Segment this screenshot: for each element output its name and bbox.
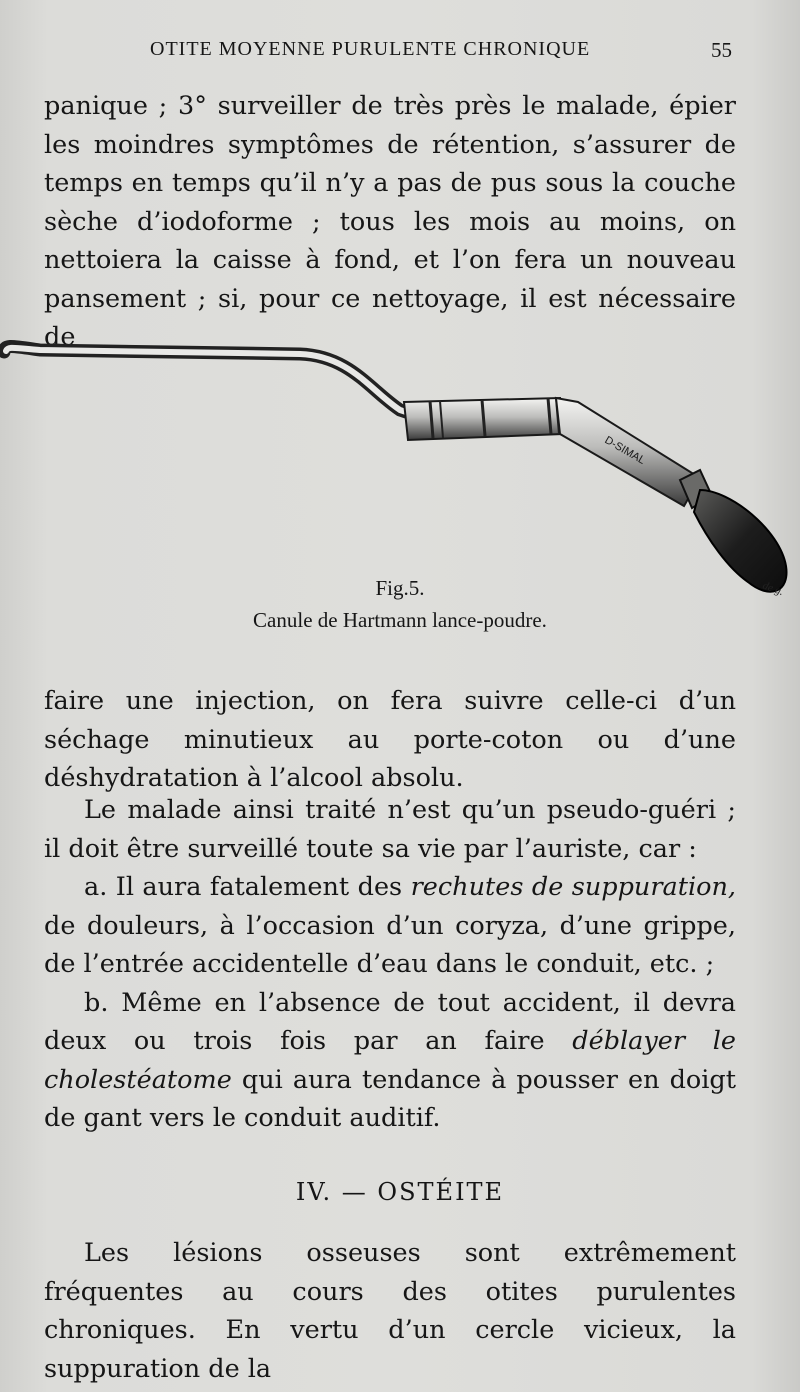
running-title: OTITE MOYENNE PURULENTE CHRONIQUE bbox=[150, 38, 591, 60]
cannula-tube-outline bbox=[4, 347, 412, 415]
running-header bbox=[0, 38, 800, 68]
hartmann-canula-drawing bbox=[0, 330, 800, 610]
figure-canula-illustration bbox=[0, 330, 800, 610]
paragraph-pseudo-gueri bbox=[44, 791, 736, 1138]
paragraph-continuation: panique ; 3° surveiller de très près le malade, épier les moindres symptômes de rétention, s’assurer de temps en temps qu’il n’y a pas de pus sous la couche sèche d’iodoforme ; tous les mois au moins, on nettoiera la caisse à fond, et l’on fera un nouveau pansement ; si, pour ce nettoyage, il est nécessaire de bbox=[44, 91, 736, 352]
page-number: 55 bbox=[711, 38, 732, 62]
item-b-text: b. Même en l’absence de tout accident, il devra deux ou trois fois par an faire bbox=[44, 987, 736, 1056]
engraved-maker-mark: D-SIMAL bbox=[602, 434, 648, 467]
figure-caption: Canule de Hartmann lance-poudre. bbox=[253, 608, 547, 632]
item-a-text: a. Il aura fatalement des bbox=[84, 872, 403, 902]
item-a-continuation: de douleurs, à l’occasion d’un coryza, d’une grippe, de l’entrée accidentelle d’eau dans le conduit, etc. ; bbox=[44, 910, 736, 979]
item-b-emphasis: déblayer le cholestéatome bbox=[44, 1026, 736, 1095]
text-osteite: Les lésions osseuses sont extrêmement fréquentes au cours des otites purulentes chroniques. En vertu d’un cercle vicieux, la suppuration de la bbox=[44, 1238, 736, 1384]
item-b-continuation: qui aura tendance à pousser en doigt de gant vers le conduit auditif. bbox=[44, 1064, 736, 1133]
paragraph-osteite bbox=[44, 1234, 736, 1388]
figure-label: Fig.5. bbox=[375, 576, 425, 600]
paragraph-after-figure: faire une injection, on fera suivre celle-ci d’un séchage minutieux au porte-coton ou d’une déshydratation à l’alcool absolu. bbox=[44, 686, 736, 793]
engraver-signature: de g. bbox=[760, 579, 786, 599]
item-a-emphasis: rechutes de suppuration, bbox=[410, 872, 736, 902]
text-pseudo-gueri: Le malade ainsi traité n’est qu’un pseudo-guéri ; il doit être surveillé toute sa vie par l’auriste, car : bbox=[44, 795, 736, 864]
section-heading: IV. — OSTÉITE bbox=[295, 1178, 505, 1206]
